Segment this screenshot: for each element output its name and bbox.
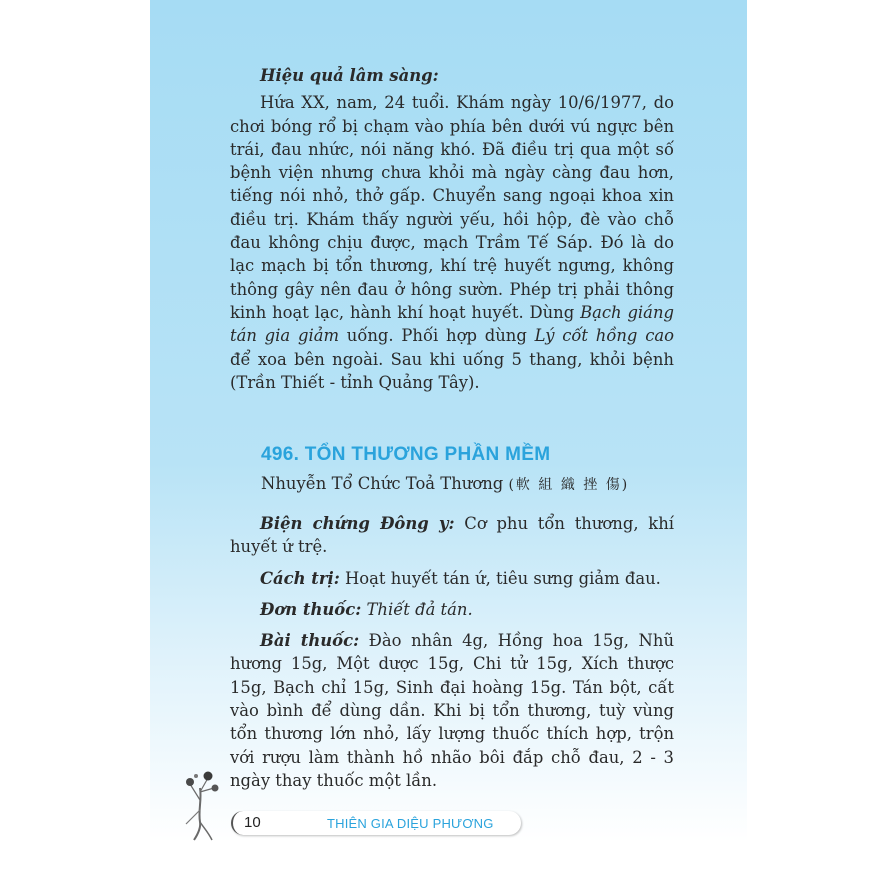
book-title: THIÊN GIA DIỆU PHƯƠNG xyxy=(327,816,494,831)
bien-chung-paragraph: Biện chứng Đông y: Cơ phu tổn thương, khí huyết ứ trệ. xyxy=(230,514,674,557)
bai-thuoc-paragraph: Bài thuốc: Đào nhân 4g, Hồng hoa 15g, Nhũ hương 15g, Một dược 15g, Chi tử 15g, Xích thược 15g, Bạch chỉ 15g, Sinh đại hoàng 15g. Tán bột, cất vào bình để dùng dần. Khi bị tổn thương, tuỳ vùng tổn thương lớn nhỏ, lấy lượng thuốc thích hợp, trộn với rượu làm thành hồ nhão bôi đắp chỗ đau, 2 - 3 ngày thay thuốc một lần. xyxy=(230,631,674,790)
section-subtitle: Nhuyễn Tổ Chức Toả Thương (軟 組 織 挫 傷) xyxy=(261,474,630,493)
clinical-results-heading: Hiệu quả lâm sàng: xyxy=(260,66,439,85)
don-thuoc-paragraph: Đơn thuốc: Thiết đả tán. xyxy=(260,599,473,619)
cach-tri-paragraph: Cách trị: Hoạt huyết tán ứ, tiêu sưng giảm đau. xyxy=(260,568,661,588)
page-number: 10 xyxy=(244,814,261,831)
section-clinical-results xyxy=(230,64,674,394)
clinical-results-paragraph: Hứa XX, nam, 24 tuổi. Khám ngày 10/6/1977, do chơi bóng rổ bị chạm vào phía bên dưới vú ngực bên trái, đau nhức, nói năng khó. Đã điều trị qua một số bệnh viện nhưng chưa khỏi mà ngày càng đau hơn, tiếng nói nhỏ, thở gấp. Chuyển sang ngoại khoa xin điều trị. Khám thấy người yếu, hồi hộp, đè vào chỗ đau không chịu được, mạch Trầm Tế Sáp. Đó là do lạc mạch bị tổn thương, khí trệ huyết ngưng, không thông gây nên đau ở hông sườn. Phép trị phải thông kinh hoạt lạc, hành khí hoạt huyết. Dùng Bạch giáng tán gia giảm uống. Phối hợp dùng Lý cốt hồng cao để xoa bên ngoài. Sau khi uống 5 thang, khỏi bệnh (Trần Thiết - tỉnh Quảng Tây). xyxy=(230,93,675,392)
chinese-title: (軟 組 織 挫 傷) xyxy=(508,477,630,493)
ginseng-plant-icon xyxy=(178,770,228,842)
section-soft-tissue xyxy=(230,512,674,792)
section-title: 496. TỔN THƯƠNG PHẦN MỀM xyxy=(261,444,551,465)
